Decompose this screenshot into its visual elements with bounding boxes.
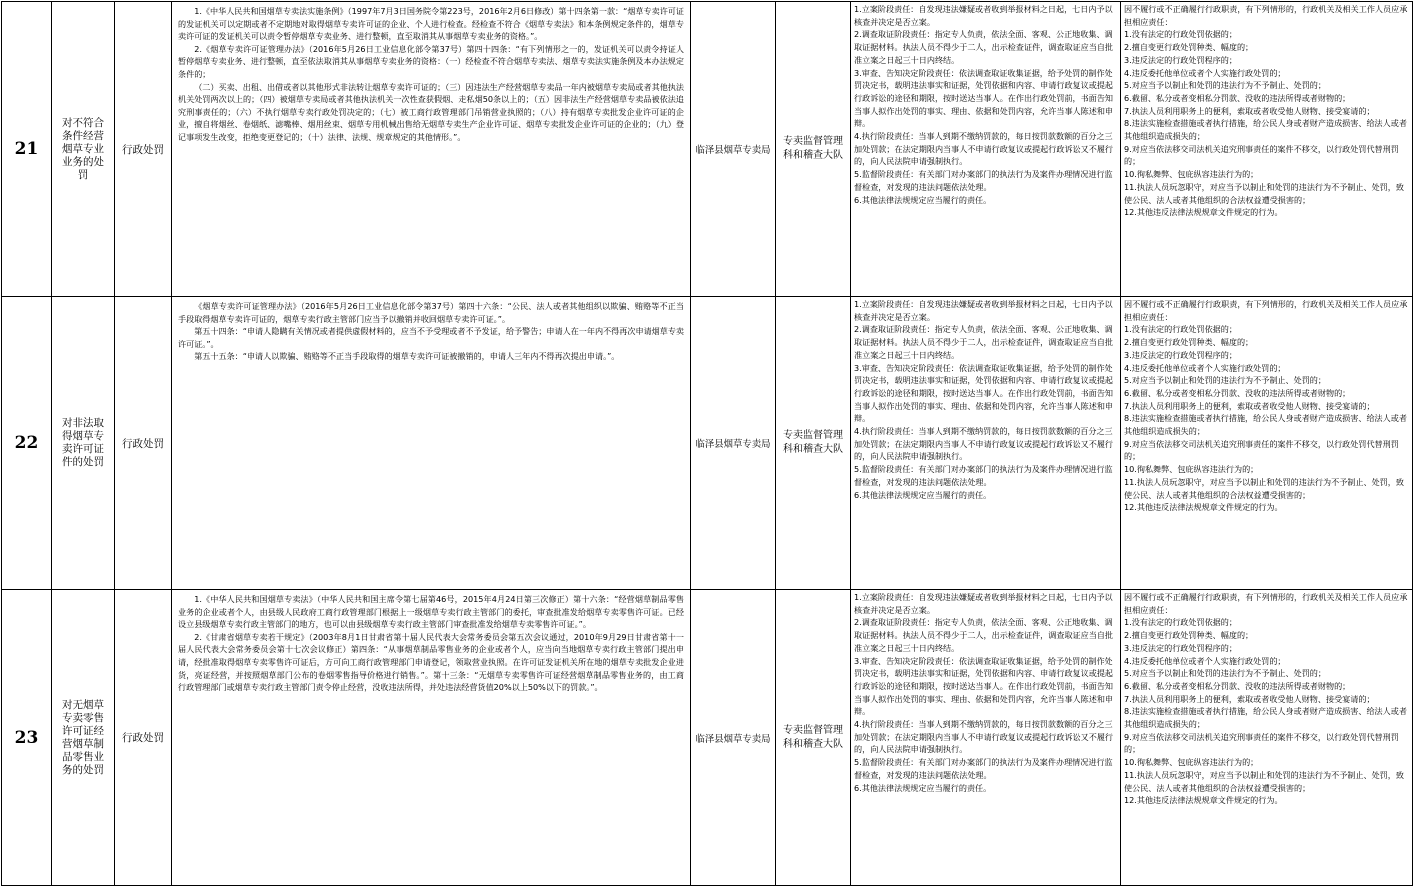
responsibility-item: 5.监督阶段责任：有关部门对办案部门的执法行为及案件办理情况进行监督检查，对发现的违法问题依法处理。 (854, 169, 1113, 192)
responsibility-item: 6.其他法律法规规定应当履行的责任。 (854, 194, 992, 205)
responsibility-list (851, 590, 1121, 886)
responsibility-item: 1.立案阶段责任：自发现违法嫌疑或者收到举报材料之日起，七日内予以核查并决定是否立案。 (854, 299, 1113, 322)
liability-item: 11.执法人员玩忽职守，对应当予以制止和处罚的违法行为不予制止、处罚，致使公民、法人或者其他组织的合法权益遭受损害的； (1124, 769, 1404, 793)
liability-list (1121, 590, 1413, 886)
liability-item: 12.其他违反法律法规规章文件规定的行为。 (1124, 795, 1283, 806)
liability-item: 10.徇私舞弊、包庇纵容违法行为的； (1124, 757, 1259, 768)
responsibility-list (851, 297, 1121, 590)
liability-item: 1.没有法定的行政处罚依据的； (1124, 324, 1237, 335)
responsible-department: 专卖监督管理科和稽查大队 (776, 590, 851, 886)
liability-item: 因不履行或不正确履行行政职责，有下列情形的，行政机关及相关工作人员应承担相应责任： (1124, 4, 1408, 27)
liability-item: 1.没有法定的行政处罚依据的； (1124, 29, 1237, 40)
liability-item: 6.截留、私分或者变相私分罚款、没收的违法所得或者财物的； (1124, 680, 1351, 691)
basis-paragraph: 1.《中华人民共和国烟草专卖法实施条例》（1997年7月3日国务院令第223号，2016年2月6日修改）第十四条第一款：“烟草专卖许可证的发证机关可以定期或者不定期地对取得烟草专卖许可证的企业、个人进行检查。经检查不符合《烟草专卖法》和本条例规定条件的，烟草专卖许可证的发证机关可以责令暂停烟草专卖业务、进行整顿，直至取消其从事烟草专卖业务的资格。”。 (178, 6, 684, 42)
basis-paragraph: 第五十四条：“申请人隐瞒有关情况或者提供虚假材料的，应当不予受理或者不予发证，给予警告；申请人在一年内不得再次申请烟草专卖许可证。”。 (178, 326, 685, 349)
responsibility-item: 5.监督阶段责任：有关部门对办案部门的执法行为及案件办理情况进行监督检查，对发现的违法问题依法处理。 (854, 464, 1113, 487)
responsibility-item: 6.其他法律法规规定应当履行的责任。 (854, 782, 992, 793)
power-type: 行政处罚 (115, 2, 172, 297)
basis-paragraph: 1.《中华人民共和国烟草专卖法》（中华人民共和国主席令第七届第46号，2015年4月24日第三次修正）第十六条：“经营烟草制品零售业务的企业或者个人，由县级人民政府工商行政管理部门根据上一级烟草专卖行政主管部门的委托，审查批准发给烟草专卖零售许可证。已经设立县级烟草专卖行政主管部门的地方，也可以由县级烟草专卖行政主管部门审查批准发给烟草专卖零售许可证。”。 (178, 594, 684, 630)
item-name: 对非法取得烟草专卖许可证件的处罚 (52, 297, 115, 590)
power-list-table (1, 1, 1413, 886)
legal-basis (172, 297, 691, 590)
liability-item: 因不履行或不正确履行行政职责，有下列情形的，行政机关及相关工作人员应承担相应责任： (1124, 592, 1408, 615)
responsibility-item: 3.审查、告知决定阶段责任：依法调查取证收集证据，给予处罚的制作处罚决定书，载明违法事实和证据，处罚依据和内容、申请行政复议或提起行政诉讼的途径和期限，按时送达当事人。在作出行政处罚前，书面告知当事人拟作出处罚的事实、理由、依据和处罚内容，允许当事人陈述和申辩。 (854, 67, 1114, 129)
liability-item: 11.执法人员玩忽职守，对应当予以制止和处罚的违法行为不予制止、处罚，致使公民、法人或者其他组织的合法权益遭受损害的； (1124, 181, 1404, 205)
legal-basis (172, 2, 691, 297)
liability-item: 6.截留、私分或者变相私分罚款、没收的违法所得或者财物的； (1124, 387, 1351, 398)
liability-item: 4.违反委托他单位或者个人实施行政处罚的； (1124, 362, 1286, 373)
item-name: 对不符合条件经营烟草专业业务的处罚 (52, 2, 115, 297)
liability-item: 5.对应当予以制止和处罚的违法行为不予制止、处罚的； (1124, 80, 1326, 91)
liability-item: 12.其他违反法律法规规章文件规定的行为。 (1124, 207, 1283, 218)
responsibility-item: 2.调查取证阶段责任：指定专人负责，依法全面、客观、公正地收集、调取证据材料。执法人员不得少于二人，出示检查证件，调查取证应当自批准立案之日起三十日内终结。 (854, 324, 1114, 360)
liability-item: 4.违反委托他单位或者个人实施行政处罚的； (1124, 655, 1286, 666)
liability-item: 6.截留、私分或者变相私分罚款、没收的违法所得或者财物的； (1124, 92, 1351, 103)
responsible-department: 专卖监督管理科和稽查大队 (776, 2, 851, 297)
liability-item: 7.执法人员利用职务上的便利，索取或者收受他人财物、接受宴请的； (1124, 693, 1375, 704)
liability-item: 7.执法人员利用职务上的便利，索取或者收受他人财物、接受宴请的； (1124, 400, 1375, 411)
row-number: 22 (2, 297, 52, 590)
liability-item: 10.徇私舞弊、包庇纵容违法行为的； (1124, 169, 1259, 180)
liability-item: 2.擅自变更行政处罚种类、幅度的； (1124, 337, 1254, 348)
responsibility-item: 5.监督阶段责任：有关部门对办案部门的执法行为及案件办理情况进行监督检查，对发现的违法问题依法处理。 (854, 757, 1113, 780)
liability-item: 因不履行或不正确履行行政职责，有下列情形的，行政机关及相关工作人员应承担相应责任： (1124, 299, 1408, 322)
implementing-organization: 临泽县烟草专卖局 (691, 2, 776, 297)
liability-item: 7.执法人员利用职务上的便利，索取或者收受他人财物、接受宴请的； (1124, 105, 1375, 116)
liability-item: 9.对应当依法移交司法机关追究刑事责任的案件不移交，以行政处罚代替刑罚的； (1124, 438, 1399, 462)
responsibility-item: 2.调查取证阶段责任：指定专人负责，依法全面、客观、公正地收集、调取证据材料。执法人员不得少于二人，出示检查证件，调查取证应当自批准立案之日起三十日内终结。 (854, 617, 1114, 653)
responsibility-item: 3.审查、告知决定阶段责任：依法调查取证收集证据，给予处罚的制作处罚决定书，载明违法事实和证据，处罚依据和内容、申请行政复议或提起行政诉讼的途径和期限，按时送达当事人。在作出行政处罚前，书面告知当事人拟作出处罚的事实、理由、依据和处罚内容，允许当事人陈述和申辩。 (854, 655, 1114, 717)
liability-item: 8.违法实施检查措施或者执行措施，给公民人身或者财产造成损害、给法人或者其他组织造成损失的； (1124, 413, 1407, 437)
responsibility-item: 2.调查取证阶段责任：指定专人负责，依法全面、客观、公正地收集、调取证据材料。执法人员不得少于二人，出示检查证件，调查取证应当自批准立案之日起三十日内终结。 (854, 29, 1114, 65)
responsibility-item: 6.其他法律法规规定应当履行的责任。 (854, 489, 992, 500)
liability-item: 8.违法实施检查措施或者执行措施，给公民人身或者财产造成损害、给法人或者其他组织造成损失的； (1124, 706, 1407, 730)
basis-paragraph: 第五十五条：“申请人以欺骗、贿赂等不正当手段取得的烟草专卖许可证被撤销的，申请人三年内不得再次提出申请。”。 (194, 351, 620, 362)
legal-basis (172, 590, 691, 886)
responsibility-item: 4.执行阶段责任：当事人到期不缴纳罚款的，每日按罚款数额的百分之三加处罚款；在法定期限内当事人不申请行政复议或提起行政诉讼又不履行的，向人民法院申请强制执行。 (854, 131, 1114, 167)
liability-item: 10.徇私舞弊、包庇纵容违法行为的； (1124, 464, 1259, 475)
implementing-organization: 临泽县烟草专卖局 (691, 297, 776, 590)
liability-item: 1.没有法定的行政处罚依据的； (1124, 617, 1237, 628)
table-body (2, 2, 1413, 886)
basis-paragraph: 2.《烟草专卖许可证管理办法》（2016年5月26日工业信息化部令第37号）第四十四条：“有下列情形之一的，发证机关可以责令持证人暂停烟草专卖业务、进行整顿，直至依法取消其从事烟草专卖业务的资格：（一）经检查不符合烟草专卖法、烟草专卖法实施条例及本办法规定条件的； (178, 43, 684, 79)
power-type: 行政处罚 (115, 297, 172, 590)
liability-item: 9.对应当依法移交司法机关追究刑事责任的案件不移交，以行政处罚代替刑罚的； (1124, 143, 1399, 167)
liability-item: 9.对应当依法移交司法机关追究刑事责任的案件不移交，以行政处罚代替刑罚的； (1124, 731, 1399, 755)
table-row (2, 590, 1413, 886)
row-number: 23 (2, 590, 52, 886)
table-row (2, 2, 1413, 297)
liability-item: 4.违反委托他单位或者个人实施行政处罚的； (1124, 67, 1286, 78)
responsibility-item: 4.执行阶段责任：当事人到期不缴纳罚款的，每日按罚款数额的百分之三加处罚款；在法定期限内当事人不申请行政复议或提起行政诉讼又不履行的，向人民法院申请强制执行。 (854, 719, 1114, 755)
responsibility-item: 1.立案阶段责任：自发现违法嫌疑或者收到举报材料之日起，七日内予以核查并决定是否立案。 (854, 592, 1113, 615)
item-name: 对无烟草专卖零售许可证经营烟草制品零售业务的处罚 (52, 590, 115, 886)
responsibility-item: 1.立案阶段责任：自发现违法嫌疑或者收到举报材料之日起，七日内予以核查并决定是否立案。 (854, 4, 1113, 27)
liability-item: 5.对应当予以制止和处罚的违法行为不予制止、处罚的； (1124, 668, 1326, 679)
liability-item: 2.擅自变更行政处罚种类、幅度的； (1124, 630, 1254, 641)
liability-item: 5.对应当予以制止和处罚的违法行为不予制止、处罚的； (1124, 375, 1326, 386)
basis-paragraph: （二）买卖、出租、出借或者以其他形式非法转让烟草专卖许可证的；（三）因违法生产经营烟草专卖品一年内被烟草专卖局或者其他执法机关处罚两次以上的；（四）被烟草专卖局或者其他执法机关一次性查获假烟、走私烟50条以上的；（五）因非法生产经营烟草专卖品被依法追究刑事责任的；（六）不执行烟草专卖行政处罚决定的；（七）被工商行政管理部门吊销营业执照的；（八）持有烟草专卖批发企业许可证的企业，擅自将烟丝、卷烟纸、滤嘴棒、烟用丝束、烟草专用机械出售给无烟草专卖生产企业许可证、烟草专卖批发企业许可证的企业的；（九）登记事项发生改变，拒绝变更登记的；（十）法律、法规、规章规定的其他情形。”。 (178, 81, 684, 142)
power-type: 行政处罚 (115, 590, 172, 886)
basis-paragraph: 2.《甘肃省烟草专卖若干规定》（2003年8月1日甘肃省第十届人民代表大会常务委员会第五次会议通过，2010年9月29日甘肃省第十一届人民代表大会常务委员会第十七次会议修正）第四条：“从事烟草制品零售业务的企业或者个人，应当向当地烟草专卖行政主管部门提出申请，经批准取得烟草专卖零售许可证后，方可向工商行政管理部门申请登记，领取营业执照。在许可证发证机关所在地的烟草专卖批发企业进货，亮证经营，并按照烟草部门公布的卷烟零售指导价格进行销售。”。第十三条：“无烟草专卖零售许可证经营烟草制品零售业务的，由工商行政管理部门或烟草专卖行政主管部门责令停止经营，没收违法所得，并处违法经营货值20%以上50%以下的罚款。”。 (178, 631, 684, 693)
liability-item: 12.其他违反法律法规规章文件规定的行为。 (1124, 502, 1283, 513)
responsible-department: 专卖监督管理科和稽查大队 (776, 297, 851, 590)
liability-item: 3.违反法定的行政处罚程序的； (1124, 54, 1237, 65)
responsibility-item: 3.审查、告知决定阶段责任：依法调查取证收集证据，给予处罚的制作处罚决定书，载明违法事实和证据，处罚依据和内容、申请行政复议或提起行政诉讼的途径和期限，按时送达当事人。在作出行政处罚前，书面告知当事人拟作出处罚的事实、理由、依据和处罚内容，允许当事人陈述和申辩。 (854, 362, 1114, 424)
responsibility-item: 4.执行阶段责任：当事人到期不缴纳罚款的，每日按罚款数额的百分之三加处罚款；在法定期限内当事人不申请行政复议或提起行政诉讼又不履行的，向人民法院申请强制执行。 (854, 426, 1114, 462)
liability-item: 3.违反法定的行政处罚程序的； (1124, 642, 1237, 653)
liability-list (1121, 2, 1413, 297)
liability-item: 11.执法人员玩忽职守，对应当予以制止和处罚的违法行为不予制止、处罚，致使公民、法人或者其他组织的合法权益遭受损害的； (1124, 476, 1404, 500)
liability-item: 2.擅自变更行政处罚种类、幅度的； (1124, 42, 1254, 53)
table-row (2, 297, 1413, 590)
liability-item: 8.违法实施检查措施或者执行措施，给公民人身或者财产造成损害、给法人或者其他组织造成损失的； (1124, 118, 1407, 142)
row-number: 21 (2, 2, 52, 297)
basis-paragraph: 《烟草专卖许可证管理办法》（2016年5月26日工业信息化部令第37号）第四十六条：“公民、法人或者其他组织以欺骗、贿赂等不正当手段取得烟草专卖许可证的，烟草专卖行政主管部门应当予以撤销并收回烟草专卖许可证。”。 (178, 301, 684, 324)
liability-item: 3.违反法定的行政处罚程序的； (1124, 349, 1237, 360)
implementing-organization: 临泽县烟草专卖局 (691, 590, 776, 886)
responsibility-list (851, 2, 1121, 297)
liability-list (1121, 297, 1413, 590)
